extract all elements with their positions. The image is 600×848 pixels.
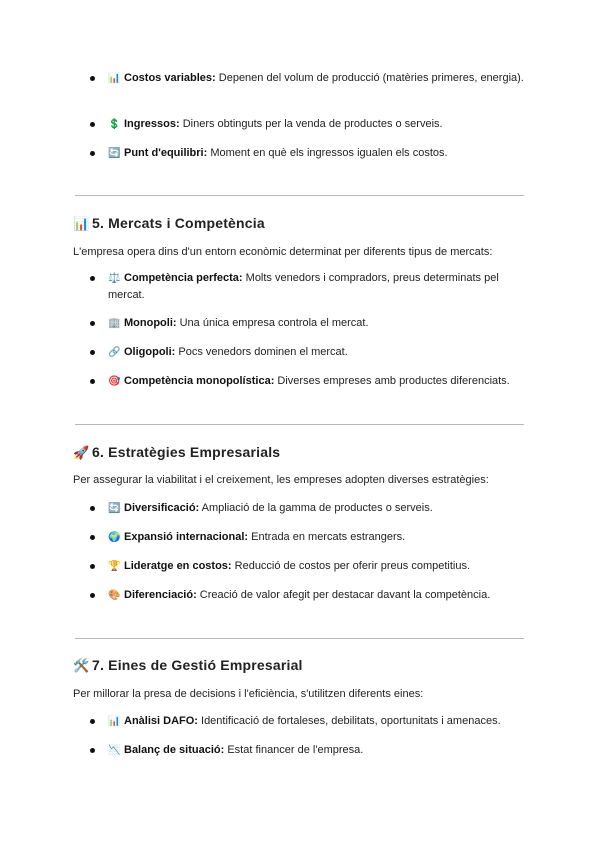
list-item-desc: Molts venedors i compradors, preus determinats pel mercat. [108, 272, 499, 301]
bullet [90, 719, 95, 724]
palette-icon: 🎨 [108, 590, 121, 601]
cycle-icon: 🔄 [108, 148, 121, 159]
section-title: 6. Estratègies Empresarials [92, 444, 281, 460]
link-icon: 🔗 [108, 347, 121, 358]
list-item-desc: Entrada en mercats estrangers. [248, 531, 406, 543]
bullet [90, 535, 95, 540]
section-intro: Per millorar la presa de decisions i l'eficiència, s'utilitzen diferents eines: [73, 688, 424, 700]
list-item-desc: Ampliació de la gamma de productes o serveis. [199, 502, 433, 514]
bullet [90, 122, 95, 127]
list-item-desc: Pocs venedors dominen el mercat. [175, 346, 348, 358]
chart-icon: 📊 [108, 73, 121, 84]
section-heading [73, 215, 265, 232]
list-item [108, 742, 526, 759]
list-item-term: Competència perfecta: [124, 272, 243, 284]
trophy-icon: 🏆 [108, 561, 121, 572]
list-item [108, 145, 526, 162]
chart-down-icon: 📉 [108, 745, 121, 756]
list-item-desc: Creació de valor afegit per destacar davant la competència. [196, 589, 491, 601]
bullet [90, 76, 95, 81]
bullet [90, 593, 95, 598]
list-item [108, 587, 526, 604]
list-item [108, 713, 526, 730]
section-intro: Per assegurar la viabilitat i el creixement, les empreses adopten diverses estratègies: [73, 474, 489, 486]
cycle-icon: 🔄 [108, 503, 121, 514]
list-item-term: Monopoli: [124, 317, 177, 329]
bullet [90, 151, 95, 156]
chart-icon: 📊 [73, 216, 90, 231]
list-item [108, 529, 526, 546]
list-item [108, 373, 526, 390]
list-item-desc: Moment en què els ingressos igualen els costos. [207, 147, 448, 159]
tools-icon: 🛠️ [73, 658, 90, 673]
list-item [108, 344, 526, 361]
chart-icon: 📊 [108, 716, 121, 727]
bullet [90, 276, 95, 281]
list-item-desc: Diverses empreses amb productes diferenciats. [274, 375, 510, 387]
section-divider [75, 424, 524, 425]
list-item [108, 315, 526, 332]
list-item-term: Diferenciació: [124, 589, 197, 601]
section-title: 7. Eines de Gestió Empresarial [92, 657, 303, 673]
list-item-term: Lideratge en costos: [124, 560, 232, 572]
list-item-desc: Una única empresa controla el mercat. [176, 317, 369, 329]
list-item-term: Oligopoli: [124, 346, 176, 358]
list-item-term: Competència monopolística: [124, 375, 275, 387]
section-heading [73, 444, 280, 461]
list-item-term: Punt d'equilibri: [124, 147, 208, 159]
scales-icon: ⚖️ [108, 273, 121, 284]
rocket-icon: 🚀 [73, 445, 90, 460]
bullet [90, 748, 95, 753]
list-item-desc: Estat financer de l'empresa. [224, 744, 364, 756]
list-item-term: Anàlisi DAFO: [124, 715, 198, 727]
list-item-desc: Diners obtinguts per la venda de productes o serveis. [179, 118, 443, 130]
globe-icon: 🌍 [108, 532, 121, 543]
section-heading [73, 657, 303, 674]
section-title: 5. Mercats i Competència [92, 215, 265, 231]
section-divider [75, 195, 524, 196]
list-item-desc: Reducció de costos per oferir preus competitius. [231, 560, 471, 572]
list-item [108, 500, 526, 517]
list-item-term: Diversificació: [124, 502, 200, 514]
bullet [90, 564, 95, 569]
section-divider [75, 638, 524, 639]
list-item-term: Expansió internacional: [124, 531, 249, 543]
bullet [90, 350, 95, 355]
list-item [108, 270, 526, 303]
list-item-term: Costos variables: [124, 72, 216, 84]
bullet [90, 506, 95, 511]
section-intro: L'empresa opera dins d'un entorn econòmic determinat per diferents tipus de mercats: [73, 246, 493, 258]
target-icon: 🎯 [108, 376, 121, 387]
list-item-term: Ingressos: [124, 118, 180, 130]
list-item-desc: Identificació de fortaleses, debilitats, oportunitats i amenaces. [197, 715, 501, 727]
dollar-icon: 💲 [108, 119, 121, 130]
list-item [108, 558, 526, 575]
list-item-term: Balanç de situació: [124, 744, 225, 756]
building-icon: 🏢 [108, 318, 121, 329]
list-item [108, 116, 526, 133]
bullet [90, 321, 95, 326]
list-item-desc: Depenen del volum de producció (matèries primeres, energia). [215, 72, 524, 84]
bullet [90, 379, 95, 384]
list-item [108, 70, 526, 87]
